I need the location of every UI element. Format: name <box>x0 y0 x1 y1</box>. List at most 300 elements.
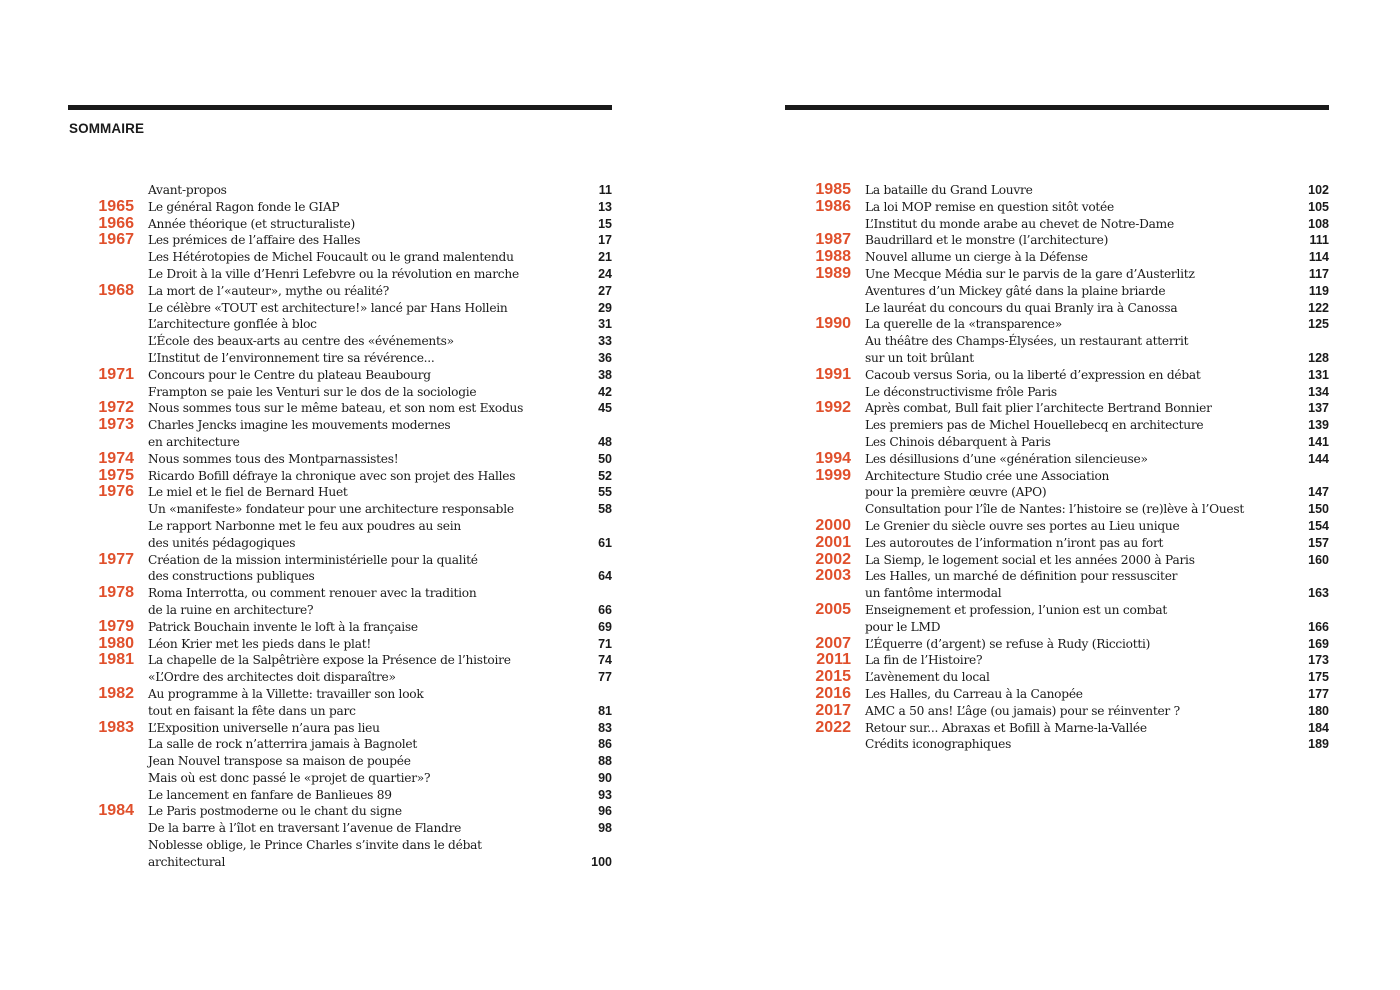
entry-title <box>865 568 1177 602</box>
entry-page-number: 61 <box>598 535 612 550</box>
entry-title-line: Le Grenier du siècle ouvre ses portes au Lieu unique <box>865 518 1180 533</box>
entry-title <box>148 182 227 199</box>
entry-title <box>148 720 380 737</box>
entry-title-line: L’avènement du local <box>865 670 990 685</box>
entry-title-line: L’architecture gonflée à bloc <box>148 317 317 332</box>
entry-title-line: La chapelle de la Salpêtrière expose la Présence de l’histoire <box>148 653 511 668</box>
entry-title <box>148 518 461 552</box>
entry-title <box>148 669 396 686</box>
toc-entry[interactable] <box>785 669 1329 686</box>
entry-title-line: Nous sommes tous sur le même bateau, et son nom est Exodus <box>148 401 524 416</box>
entry-title-line: La salle de rock n’atterrira jamais à Bagnolet <box>148 737 418 752</box>
entry-title-line: Crédits iconographiques <box>865 737 1012 752</box>
right-page <box>785 0 1329 990</box>
entry-title-line: La bataille du Grand Louvre <box>865 183 1033 197</box>
entry-title <box>865 552 1195 569</box>
entry-page-number: 31 <box>598 317 612 332</box>
entry-page-number: 177 <box>1308 686 1329 701</box>
toc-entry[interactable] <box>785 384 1329 401</box>
entry-title <box>865 199 1114 216</box>
entry-title-line: Avant-propos <box>148 183 227 197</box>
entry-title-line: Le lauréat du concours du quai Branly ira à Canossa <box>865 300 1178 315</box>
toc-entry[interactable] <box>785 703 1329 720</box>
entry-title <box>865 669 990 686</box>
entry-page-number: 15 <box>598 216 612 231</box>
entry-title <box>865 266 1195 283</box>
entry-title-line: Nous sommes tous des Montparnassistes! <box>148 451 399 466</box>
entry-page-number: 100 <box>591 854 612 869</box>
entry-title <box>865 501 1244 518</box>
entry-page-number: 122 <box>1308 300 1329 315</box>
entry-page-number: 184 <box>1308 720 1329 735</box>
entry-page-number: 163 <box>1308 586 1329 601</box>
top-rule <box>785 105 1329 110</box>
entry-page-number: 81 <box>598 703 612 718</box>
entry-title-line: «L’Ordre des architectes doit disparaître» <box>148 670 396 685</box>
entry-title-line: Les Halles, un marché de définition pour ressusciter <box>865 569 1178 584</box>
entry-title <box>865 333 1188 367</box>
entry-title <box>865 384 1057 401</box>
toc-entry[interactable] <box>785 686 1329 703</box>
toc-entry[interactable] <box>68 300 612 317</box>
entry-title <box>865 720 1147 737</box>
entry-page-number: 36 <box>598 350 612 365</box>
entry-title <box>148 501 514 518</box>
toc-entry[interactable] <box>68 669 612 686</box>
toc-entry[interactable] <box>68 484 612 501</box>
entry-title-line: L’École des beaux-arts au centre des «événements» <box>148 334 454 349</box>
toc-entry[interactable] <box>68 585 612 619</box>
entry-year: 1991 <box>815 365 851 383</box>
entry-year: 1990 <box>815 315 851 333</box>
entry-year: 2002 <box>815 550 851 568</box>
toc-entry[interactable] <box>68 350 612 367</box>
entry-page-number: 42 <box>598 384 612 399</box>
toc-entry[interactable] <box>68 552 612 586</box>
entry-title-line: Le général Ragon fonde le GIAP <box>148 199 340 214</box>
entry-title <box>148 316 317 333</box>
entry-page-number: 105 <box>1308 199 1329 214</box>
entry-page-number: 96 <box>598 804 612 819</box>
entry-title-line: De la barre à l’îlot en traversant l’avenue de Flandre <box>148 821 462 836</box>
entry-title <box>865 686 1083 703</box>
entry-page-number: 86 <box>598 737 612 752</box>
toc-entry[interactable] <box>785 333 1329 367</box>
entry-title <box>865 367 1201 384</box>
entry-year: 1976 <box>98 483 134 501</box>
entry-title-line: Les Chinois débarquent à Paris <box>865 434 1051 449</box>
toc-entry[interactable] <box>785 552 1329 569</box>
entry-title <box>148 770 430 787</box>
entry-page-number: 11 <box>598 183 612 197</box>
entry-page-number: 131 <box>1308 367 1329 382</box>
entry-title-line: Ricardo Bofill défraye la chronique avec son projet des Halles <box>148 468 516 483</box>
entry-title <box>865 232 1108 249</box>
entry-page-number: 128 <box>1308 350 1329 365</box>
toc-entry[interactable] <box>785 249 1329 266</box>
entry-title-line: Le miel et le fiel de Bernard Huet <box>148 485 348 500</box>
entry-page-number: 154 <box>1308 518 1329 533</box>
entry-title-line: Architecture Studio crée une Association <box>865 468 1110 483</box>
entry-title <box>148 232 360 249</box>
entry-title-line: pour le LMD <box>865 619 941 634</box>
entry-title-line: Au programme à la Villette: travailler son look <box>148 686 424 701</box>
toc-entry[interactable] <box>785 602 1329 636</box>
entry-title <box>148 585 476 619</box>
entry-title <box>148 652 511 669</box>
entry-year: 1966 <box>98 214 134 232</box>
entry-title-line: tout en faisant la fête dans un parc <box>148 703 356 718</box>
entry-page-number: 66 <box>598 602 612 617</box>
entry-title-line: La querelle de la «transparence» <box>865 317 1062 332</box>
toc-entry[interactable] <box>68 753 612 770</box>
table-of-contents <box>68 182 612 871</box>
entry-title-line: Le Paris postmoderne ou le chant du signe <box>148 804 402 819</box>
entry-page-number: 38 <box>598 367 612 382</box>
entry-title <box>865 468 1109 502</box>
entry-year: 2000 <box>815 516 851 534</box>
toc-entry[interactable] <box>68 787 612 804</box>
toc-entry[interactable] <box>68 501 612 518</box>
entry-title-line: Concours pour le Centre du plateau Beaubourg <box>148 367 431 382</box>
entry-page-number: 114 <box>1308 250 1329 265</box>
entry-page-number: 45 <box>598 401 612 416</box>
toc-entry[interactable] <box>68 837 612 871</box>
entry-title-line: Les autoroutes de l’information n’iront pas au fort <box>865 535 1164 550</box>
toc-entry[interactable] <box>785 636 1329 653</box>
entry-title <box>148 552 478 586</box>
entry-title-line: Après combat, Bull fait plier l’architecte Bertrand Bonnier <box>865 401 1212 416</box>
entry-title <box>148 384 476 401</box>
entry-title <box>865 518 1179 535</box>
entry-year: 2007 <box>815 634 851 652</box>
entry-year: 1984 <box>98 802 134 820</box>
entry-title-line: Le Droit à la ville d’Henri Lefebvre ou la révolution en marche <box>148 266 519 281</box>
entry-title-line: Le célèbre «TOUT est architecture!» lancé par Hans Hollein <box>148 300 508 315</box>
toc-entry[interactable] <box>785 300 1329 317</box>
entry-title-line: Le déconstructivisme frôle Paris <box>865 384 1057 399</box>
toc-entry[interactable] <box>785 316 1329 333</box>
toc-entry[interactable] <box>68 333 612 350</box>
entry-title <box>148 216 355 233</box>
toc-entry[interactable] <box>68 249 612 266</box>
entry-page-number: 111 <box>1309 233 1329 248</box>
entry-page-number: 90 <box>598 770 612 785</box>
entry-title-line: de la ruine en architecture? <box>148 602 314 617</box>
entry-title <box>865 703 1180 720</box>
toc-entry[interactable] <box>68 232 612 249</box>
entry-year: 1989 <box>815 264 851 282</box>
toc-entry[interactable] <box>68 652 612 669</box>
entry-page-number: 173 <box>1308 653 1329 668</box>
entry-page-number: 88 <box>598 754 612 769</box>
entry-page-number: 137 <box>1308 401 1329 416</box>
toc-entry[interactable] <box>68 518 612 552</box>
entry-title <box>865 652 982 669</box>
entry-year: 2017 <box>815 701 851 719</box>
entry-title-line: Frampton se paie les Venturi sur le dos de la sociologie <box>148 384 477 399</box>
entry-page-number: 83 <box>598 720 612 735</box>
entry-page-number: 166 <box>1308 619 1329 634</box>
entry-title-line: Retour sur... Abraxas et Bofill à Marne-la-Vallée <box>865 720 1147 735</box>
entry-year: 1977 <box>98 550 134 568</box>
entry-page-number: 119 <box>1308 283 1329 298</box>
toc-entry[interactable] <box>68 736 612 753</box>
entry-title-line: La loi MOP remise en question sitôt votée <box>865 199 1114 214</box>
entry-page-number: 180 <box>1308 703 1329 718</box>
toc-entry[interactable] <box>785 182 1329 199</box>
toc-entry[interactable] <box>68 803 612 820</box>
toc-entry[interactable] <box>68 283 612 300</box>
entry-page-number: 48 <box>598 434 612 449</box>
entry-title <box>148 266 519 283</box>
entry-title <box>148 451 398 468</box>
entry-title-line: Mais où est donc passé le «projet de quartier»? <box>148 770 431 785</box>
entry-year: 1988 <box>815 248 851 266</box>
entry-year: 1965 <box>98 197 134 215</box>
entry-title-line: Patrick Bouchain invente le loft à la française <box>148 619 418 634</box>
entry-year: 2005 <box>815 600 851 618</box>
entry-title <box>865 451 1148 468</box>
entry-year: 1979 <box>98 617 134 635</box>
toc-entry[interactable] <box>68 468 612 485</box>
toc-entry[interactable] <box>68 199 612 216</box>
entry-title-line: Les Hétérotopies de Michel Foucault ou le grand malentendu <box>148 250 514 265</box>
entry-title-line: Un «manifeste» fondateur pour une architecture responsable <box>148 502 514 517</box>
entry-title-line: Création de la mission interministérielle pour la qualité <box>148 552 478 567</box>
entry-title <box>148 837 482 871</box>
entry-title-line: Les Halles, du Carreau à la Canopée <box>865 686 1083 701</box>
entry-page-number: 117 <box>1308 266 1329 281</box>
entry-title-line: La mort de l’«auteur», mythe ou réalité? <box>148 283 390 298</box>
entry-page-number: 21 <box>598 250 612 265</box>
entry-title <box>865 216 1174 233</box>
entry-page-number: 93 <box>598 787 612 802</box>
entry-year: 2016 <box>815 684 851 702</box>
entry-title <box>148 249 514 266</box>
toc-entry[interactable] <box>785 652 1329 669</box>
entry-title-line: L’Institut de l’environnement tire sa révérence... <box>148 350 435 365</box>
entry-title <box>865 182 1033 199</box>
entry-page-number: 71 <box>598 636 612 651</box>
toc-entry[interactable] <box>785 266 1329 283</box>
toc-entry[interactable] <box>68 316 612 333</box>
entry-page-number: 157 <box>1308 535 1329 550</box>
entry-page-number: 175 <box>1308 670 1329 685</box>
entry-title-line: Les désillusions d’une «génération silencieuse» <box>865 451 1148 466</box>
entry-title <box>865 636 1150 653</box>
toc-entry[interactable] <box>785 518 1329 535</box>
page-title: SOMMAIRE <box>69 121 145 136</box>
entry-title <box>148 619 418 636</box>
entry-title <box>148 736 417 753</box>
entry-title <box>148 333 454 350</box>
entry-title-line: AMC a 50 ans! L’âge (ou jamais) pour se réinventer ? <box>865 703 1180 718</box>
entry-title <box>865 400 1212 417</box>
entry-year: 1982 <box>98 684 134 702</box>
entry-title <box>148 753 411 770</box>
entry-year: 1992 <box>815 399 851 417</box>
entry-year: 1987 <box>815 231 851 249</box>
toc-entry[interactable] <box>785 720 1329 737</box>
entry-title-line: Cacoub versus Soria, ou la liberté d’expression en débat <box>865 367 1201 382</box>
entry-title-line: un fantôme intermodal <box>865 586 1002 601</box>
entry-title <box>148 400 523 417</box>
entry-title <box>148 820 461 837</box>
entry-title-line: pour la première œuvre (APO) <box>865 485 1047 500</box>
entry-year: 1986 <box>815 197 851 215</box>
toc-entry[interactable] <box>68 216 612 233</box>
toc-entry[interactable] <box>68 820 612 837</box>
entry-page-number: 27 <box>598 283 612 298</box>
entry-year: 1981 <box>98 651 134 669</box>
toc-entry[interactable] <box>785 283 1329 300</box>
toc-entry[interactable] <box>68 266 612 283</box>
entry-title-line: Enseignement et profession, l’union est un combat <box>865 602 1168 617</box>
entry-title-line: en architecture <box>148 434 240 449</box>
entry-page-number: 29 <box>598 300 612 315</box>
entry-page-number: 169 <box>1308 636 1329 651</box>
entry-year: 2022 <box>815 718 851 736</box>
entry-year: 1975 <box>98 466 134 484</box>
entry-page-number: 64 <box>598 569 612 584</box>
entry-title-line: Nouvel allume un cierge à la Défense <box>865 250 1088 265</box>
entry-page-number: 102 <box>1308 183 1329 197</box>
toc-entry[interactable] <box>785 736 1329 753</box>
entry-title <box>148 283 389 300</box>
entry-title-line: La Siemp, le logement social et les années 2000 à Paris <box>865 552 1195 567</box>
entry-page-number: 125 <box>1308 317 1329 332</box>
entry-title <box>148 636 371 653</box>
entry-year: 1994 <box>815 449 851 467</box>
entry-title <box>865 283 1165 300</box>
entry-title <box>865 602 1167 636</box>
entry-year: 1972 <box>98 399 134 417</box>
entry-title <box>148 300 508 317</box>
toc-entry[interactable] <box>68 720 612 737</box>
entry-title-line: Le lancement en fanfare de Banlieues 89 <box>148 787 392 802</box>
toc-entry[interactable] <box>68 686 612 720</box>
top-rule <box>68 105 612 110</box>
entry-title-line: L’Institut du monde arabe au chevet de Notre-Dame <box>865 216 1174 231</box>
entry-title-line: Année théorique (et structuraliste) <box>148 216 355 231</box>
toc-entry[interactable] <box>785 501 1329 518</box>
toc-entry[interactable] <box>68 619 612 636</box>
entry-title-line: Une Mecque Média sur le parvis de la gare d’Austerlitz <box>865 266 1195 281</box>
entry-title-line: Consultation pour l’île de Nantes: l’histoire se (re)lève à l’Ouest <box>865 502 1245 517</box>
toc-entry[interactable] <box>785 451 1329 468</box>
entry-title-line: Le rapport Narbonne met le feu aux poudres au sein <box>148 518 461 533</box>
entry-page-number: 144 <box>1308 451 1329 466</box>
toc-entry[interactable] <box>785 468 1329 502</box>
entry-page-number: 69 <box>598 619 612 634</box>
left-page <box>68 0 612 990</box>
entry-title-line: L’Exposition universelle n’aura pas lieu <box>148 720 380 735</box>
entry-title-line: Les premiers pas de Michel Houellebecq en architecture <box>865 418 1204 433</box>
toc-entry[interactable] <box>785 568 1329 602</box>
entry-page-number: 150 <box>1308 502 1329 517</box>
entry-year: 1978 <box>98 584 134 602</box>
entry-page-number: 147 <box>1308 485 1329 500</box>
entry-title <box>865 417 1203 434</box>
toc-entry[interactable] <box>785 434 1329 451</box>
toc-entry[interactable] <box>68 182 612 199</box>
entry-year: 1983 <box>98 718 134 736</box>
toc-entry[interactable] <box>68 400 612 417</box>
entry-year: 1974 <box>98 449 134 467</box>
entry-title-line: des constructions publiques <box>148 569 315 584</box>
toc-entry[interactable] <box>68 417 612 451</box>
entry-title-line: Les prémices de l’affaire des Halles <box>148 233 361 248</box>
entry-year: 1967 <box>98 231 134 249</box>
entry-title <box>865 736 1011 753</box>
toc-entry[interactable] <box>68 636 612 653</box>
entry-year: 2011 <box>816 651 851 669</box>
entry-title-line: Jean Nouvel transpose sa maison de poupée <box>148 754 411 769</box>
entry-title <box>148 367 431 384</box>
entry-year: 1968 <box>98 281 134 299</box>
entry-year: 2003 <box>815 567 851 585</box>
entry-title <box>148 350 435 367</box>
entry-title <box>148 417 450 451</box>
toc-entry[interactable] <box>785 367 1329 384</box>
entry-title <box>148 787 392 804</box>
entry-page-number: 189 <box>1308 737 1329 752</box>
entry-year: 1980 <box>98 634 134 652</box>
entry-page-number: 141 <box>1308 434 1329 449</box>
entry-page-number: 33 <box>598 334 612 349</box>
entry-title-line: des unités pédagogiques <box>148 535 296 550</box>
entry-page-number: 139 <box>1308 418 1329 433</box>
toc-entry[interactable] <box>68 770 612 787</box>
entry-page-number: 160 <box>1308 552 1329 567</box>
entry-title <box>148 803 402 820</box>
toc-entry[interactable] <box>785 232 1329 249</box>
toc-entry[interactable] <box>785 216 1329 233</box>
entry-page-number: 58 <box>598 502 612 517</box>
entry-title-line: sur un toit brûlant <box>865 350 974 365</box>
entry-page-number: 77 <box>598 670 612 685</box>
entry-year: 1985 <box>815 181 851 198</box>
entry-title-line: Baudrillard et le monstre (l’architecture) <box>865 233 1109 248</box>
entry-page-number: 13 <box>598 199 612 214</box>
toc-entry[interactable] <box>68 384 612 401</box>
entry-title-line: L’Équerre (d’argent) se refuse à Rudy (Ricciotti) <box>865 636 1151 651</box>
entry-title <box>865 535 1163 552</box>
entry-title <box>148 686 424 720</box>
entry-title-line: Aventures d’un Mickey gâté dans la plaine briarde <box>865 283 1166 298</box>
entry-page-number: 98 <box>598 821 612 836</box>
entry-title-line: Au théâtre des Champs-Élysées, un restaurant atterrit <box>865 334 1189 349</box>
toc-entry[interactable] <box>785 199 1329 216</box>
toc-entry[interactable] <box>68 451 612 468</box>
toc-entry[interactable] <box>785 417 1329 434</box>
entry-page-number: 50 <box>598 451 612 466</box>
entry-title-line: Roma Interrotta, ou comment renouer avec la tradition <box>148 586 477 601</box>
entry-title <box>865 434 1051 451</box>
toc-entry[interactable] <box>68 367 612 384</box>
entry-year: 2001 <box>815 533 851 551</box>
entry-title-line: Noblesse oblige, le Prince Charles s’invite dans le débat <box>148 838 482 853</box>
entry-year: 1973 <box>98 416 134 434</box>
toc-entry[interactable] <box>785 535 1329 552</box>
entry-title <box>865 316 1062 333</box>
toc-entry[interactable] <box>785 400 1329 417</box>
entry-page-number: 134 <box>1308 384 1329 399</box>
entry-title <box>148 484 348 501</box>
entry-year: 1999 <box>815 466 851 484</box>
entry-page-number: 17 <box>598 233 612 248</box>
